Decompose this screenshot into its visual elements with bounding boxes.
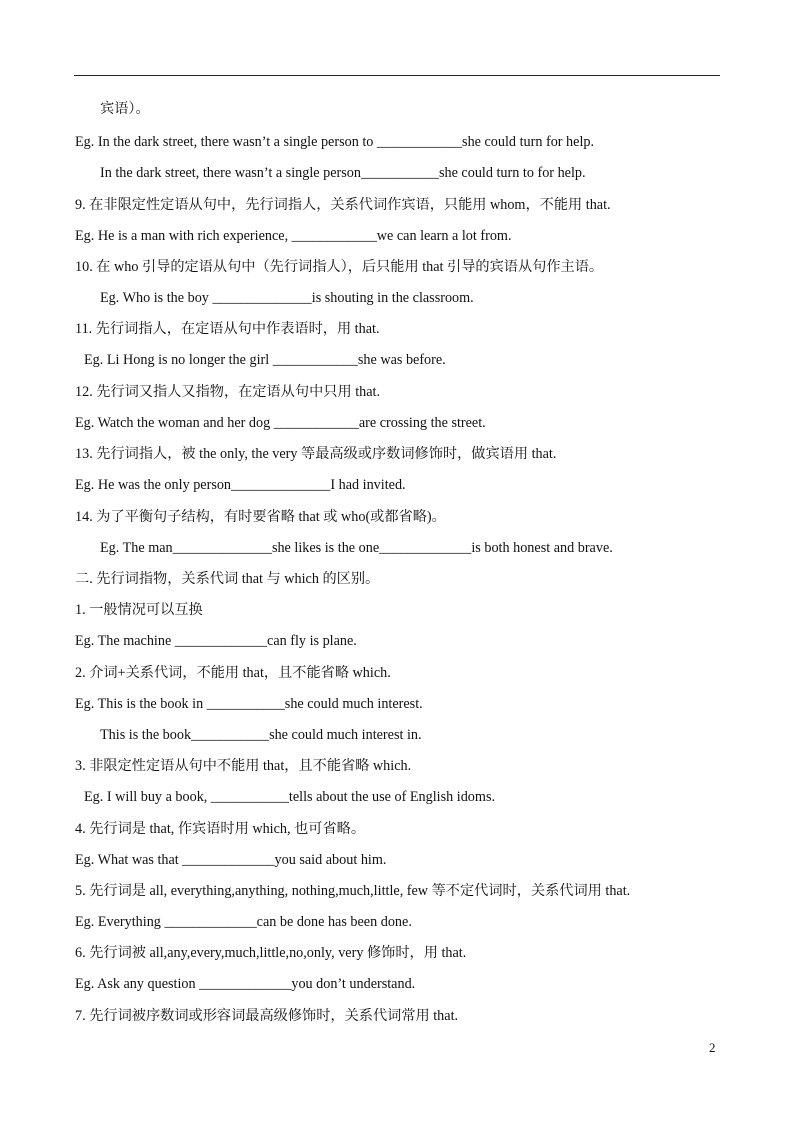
text-line: 9. 在非限定性定语从句中，先行词指人，关系代词作宾语，只能用 whom，不能用 that. [75,197,611,213]
text-line: 10. 在 who 引导的定语从句中（先行词指人），后只能用 that 引导的宾语从句作主语。 [75,259,604,275]
text-line: 13. 先行词指人，被 the only, the very 等最高级或序数词修饰时，做宾语用 that. [75,446,557,462]
text-line: Eg. The machine _____________can fly is plane. [75,633,357,649]
text-line: 6. 先行词被 all,any,every,much,little,no,only, very 修饰时，用 that. [75,945,467,961]
text-line: This is the book___________she could much interest in. [100,727,422,743]
text-line: 4. 先行词是 that, 作宾语时用 which, 也可省略。 [75,821,366,837]
text-line: Eg. Watch the woman and her dog ____________are crossing the street. [75,415,486,431]
text-line: Eg. He was the only person______________I had invited. [75,477,406,493]
text-line: Eg. The man______________she likes is the one_____________is both honest and brave. [100,540,613,556]
text-line: Eg. Ask any question _____________you don’t understand. [75,976,416,992]
text-line: 14. 为了平衡句子结构，有时要省略 that 或 who(或都省略)。 [75,509,446,525]
text-line: 12. 先行词又指人又指物，在定语从句中只用 that. [75,384,381,400]
text-line: 7. 先行词被序数词或形容词最高级修饰时，关系代词常用 that. [75,1008,459,1024]
text-line: 5. 先行词是 all, everything,anything, nothing,much,little, few 等不定代词时，关系代词用 that. [75,883,631,899]
text-line: Eg. In the dark street, there wasn’t a single person to ____________she could turn for help. [75,134,595,150]
text-line: Eg. Li Hong is no longer the girl ____________she was before. [84,352,446,368]
text-line: Eg. I will buy a book, ___________tells about the use of English idoms. [84,789,496,805]
page-number: 2 [709,1040,716,1055]
text-line: 3. 非限定性定语从句中不能用 that，且不能省略 which. [75,758,412,774]
text-line: Eg. Who is the boy ______________is shouting in the classroom. [100,290,474,306]
text-line: Eg. What was that _____________you said about him. [75,852,387,868]
text-line: Eg. He is a man with rich experience, ____________we can learn a lot from. [75,228,512,244]
text-line: 1. 一般情况可以互换 [75,602,203,618]
text-line: Eg. Everything _____________can be done has been done. [75,914,412,930]
text-line: 2. 介词+关系代词，不能用 that，且不能省略 which. [75,665,391,681]
text-line: In the dark street, there wasn’t a single person___________she could turn to for help. [100,165,586,181]
header-rule [74,75,720,76]
text-line: 11. 先行词指人，在定语从句中作表语时，用 that. [75,321,380,337]
text-line: Eg. This is the book in ___________she could much interest. [75,696,423,712]
text-line: 宾语）。 [100,101,150,117]
text-line: 二. 先行词指物，关系代词 that 与 which 的区别。 [75,571,380,587]
